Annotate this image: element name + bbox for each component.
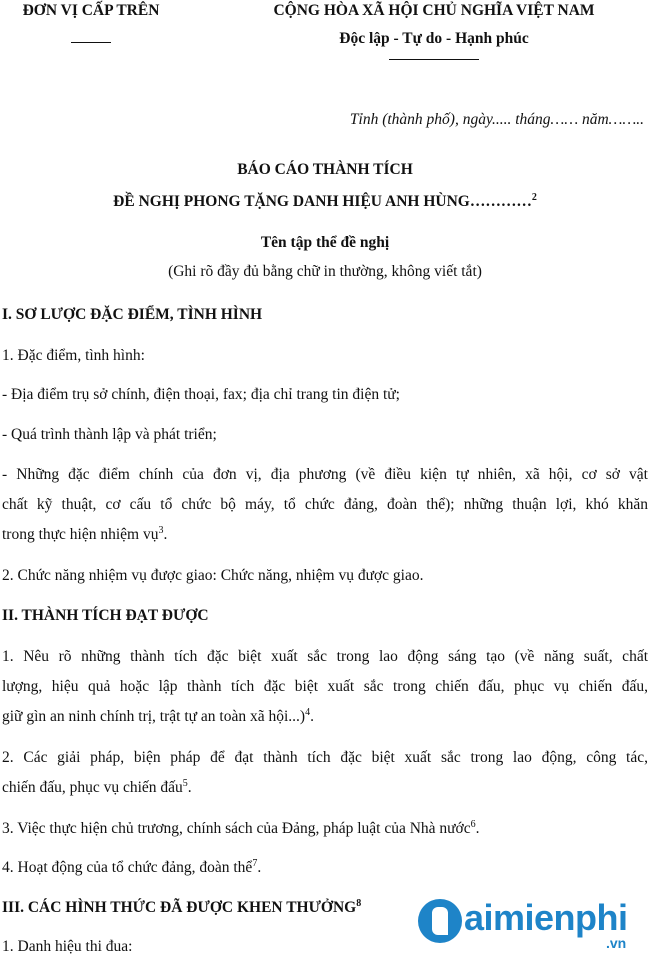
section-2-item-1-line-1: 1. Nêu rõ những thành tích đặc biệt xuất sắc trong lao động sáng tạo (về năng suất, chất — [2, 648, 648, 665]
section-2-item-2-line-2: chiến đấu, phục vụ chiến đấu$^5$. — [2, 777, 192, 796]
section-3-item-1: 1. Danh hiệu thi đua: — [2, 938, 133, 955]
section-2-item-3: 3. Việc thực hiện chủ trương, chính sách của Đảng, pháp luật của Nhà nước$^6$. — [2, 818, 480, 837]
report-subtitle: ĐỀ NGHỊ PHONG TẶNG DANH HIỆU ANH HÙNG…………$^2$ — [113, 191, 537, 210]
section-1-bullet-3-line-3: trong thực hiện nhiệm vụ$^3$. — [2, 524, 168, 543]
issuing-org-block — [0, 2, 182, 43]
section-1-bullet-3-line-1: - Những đặc điểm chính của đơn vị, địa phương (về điều kiện tự nhiên, xã hội, cơ sở vật — [2, 466, 648, 483]
section-2-item-1-line-3: giữ gìn an ninh chính trị, trật tự an toàn xã hội...)$^4$. — [2, 706, 314, 725]
footnote-ref: 3 — [158, 524, 164, 536]
issuing-org: ĐƠN VỊ CẤP TRÊN — [22, 2, 160, 19]
footnote-ref: 2 — [531, 191, 537, 203]
motto-underline — [389, 59, 479, 60]
section-1-bullet-2: - Quá trình thành lập và phát triển; — [2, 426, 217, 443]
national-motto: Độc lập - Tự do - Hạnh phúc — [339, 30, 529, 47]
brand-name: aimienphi — [464, 897, 628, 938]
section-2-item-2-line-1: 2. Các giải pháp, biện pháp để đạt thành tích đặc biệt xuất sắc trong lao động, công tác, — [2, 749, 648, 766]
collective-name-note: (Ghi rõ đầy đủ bằng chữ in thường, không viết tắt) — [168, 263, 482, 280]
place-date-line: Tỉnh (thành phố), ngày..... tháng…… năm…….. — [349, 111, 644, 128]
section-1-item-1: 1. Đặc điểm, tình hình: — [2, 347, 145, 364]
section-1-heading: I. SƠ LƯỢC ĐẶC ĐIỂM, TÌNH HÌNH — [2, 306, 263, 323]
national-header — [218, 2, 650, 60]
section-2-heading: II. THÀNH TÍCH ĐẠT ĐƯỢC — [2, 607, 209, 624]
report-title: BÁO CÁO THÀNH TÍCH — [237, 161, 413, 178]
footnote-ref: 6 — [470, 818, 476, 830]
footnote-ref: 7 — [252, 857, 258, 869]
collective-name-label: Tên tập thể đề nghị — [260, 234, 390, 251]
footnote-ref: 5 — [182, 777, 188, 789]
brand-t-icon — [418, 899, 462, 943]
section-2-item-4: 4. Hoạt động của tổ chức đảng, đoàn thể$^7$. — [2, 857, 262, 876]
section-1-bullet-1: - Địa điểm trụ sở chính, điện thoại, fax; địa chỉ trang tin điện tử; — [2, 386, 400, 403]
section-1-bullet-3-line-2: chất kỹ thuật, cơ cấu tổ chức bộ máy, tổ chức đảng, đoàn thể); những thuận lợi, khó khăn — [2, 496, 648, 513]
footnote-ref: 4 — [305, 706, 311, 718]
org-underline — [71, 42, 111, 43]
brand-suffix: .vn — [606, 935, 627, 951]
national-title: CỘNG HÒA XÃ HỘI CHỦ NGHĨA VIỆT NAM — [273, 2, 595, 19]
section-3-heading: III. CÁC HÌNH THỨC ĐÃ ĐƯỢC KHEN THƯỞNG$^8$ — [2, 897, 362, 916]
section-2-item-1-line-2: lượng, hiệu quả hoặc lập thành tích đặc biệt xuất sắc trong chiến đấu, phục vụ chiến đấu, — [2, 678, 648, 695]
watermark-logo — [418, 893, 650, 953]
section-1-item-2: 2. Chức năng nhiệm vụ được giao: Chức năng, nhiệm vụ được giao. — [2, 567, 424, 584]
footnote-ref: 8 — [356, 897, 362, 909]
